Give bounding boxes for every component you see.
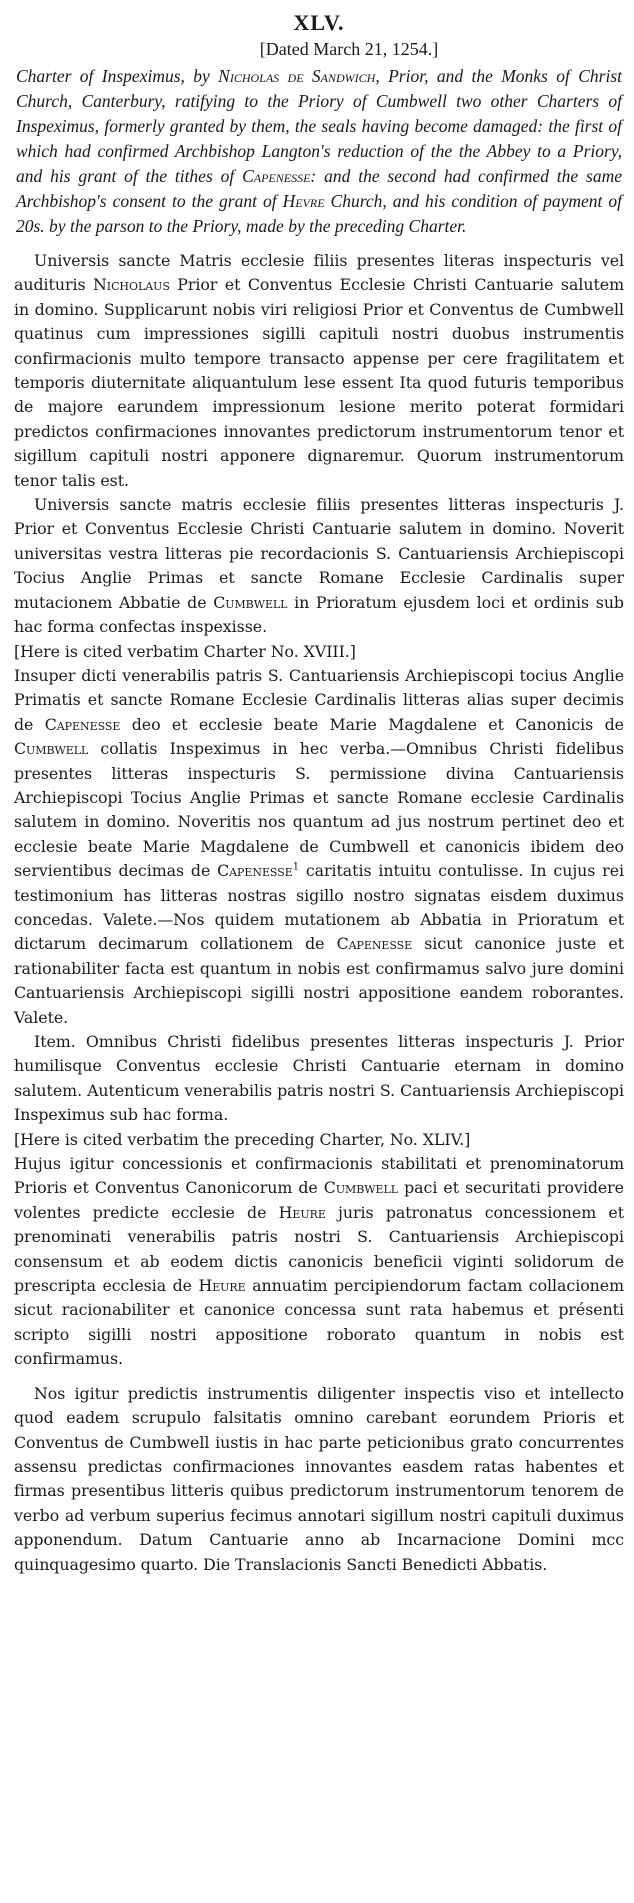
proper-name: Heure bbox=[278, 1202, 326, 1222]
cited-charter-note bbox=[14, 1128, 624, 1152]
text-run: Universis sancte matris ecclesie filiis presentes litteras inspecturis J. Prior et Conventus Ecclesie Christi Cantuarie salutem in domino. Noverit universitas vestra litteras pie recordacionis S. Cantuariensis Archiepiscopi Tocius Anglie Primas et sancte Romane Ecclesie Cardinalis super mutacionem Abbatie de bbox=[14, 495, 624, 612]
proper-name: Heure bbox=[198, 1276, 246, 1296]
body-paragraph bbox=[14, 664, 624, 1030]
body-paragraph bbox=[14, 493, 624, 639]
charter-body bbox=[14, 249, 624, 1577]
text-run: paci et securitati providere volentes predicte ecclesie de bbox=[14, 1178, 624, 1222]
cited-charter-note bbox=[14, 640, 624, 664]
text-run: Prior et Conventus Ecclesie Christi Cantuarie salutem in domino. Supplicarunt nobis viri religiosi Prior et Conventus de Cumbwell quatinus cum impressiones sigilli capituli nostri duobus instrumentis confirmacionis multo tempore transacto appense per cere fragilitatem et temporis diuternitate aliquantulum lese essent Ita quod futuris temporibus de majore earundem impressionum lesione merito poterat formidari predictos confirmaciones innovantes predictorum instrumentorum tenor et sigillum capituli nostri apponere dignaremur. Quorum instrumentorum tenor talis est. bbox=[14, 275, 624, 490]
text-run: deo et ecclesie beate Marie Magdalene et Canonicis de bbox=[120, 714, 624, 734]
text-run: sicut canonice juste et rationabiliter facta est quantum in nobis est confirmamus salvo jure domini Cantuariensis Archiepiscopi sigilli nostri appositione eandem roborantes. Valete. bbox=[14, 934, 624, 1027]
text-run: collatis Inspeximus in hec verba.—Omnibus Christi fidelibus presentes litteras inspecturis S. permissione divina Cantuariensis Archiepiscopi Tocius Anglie Primas et sancte Romane ecclesie Cardinalis salutem in domino. Noveritis nos quantum ad jus nostrum pertinet deo et ecclesie beate Marie Magdalene de Cumbwell et canonicis ibidem deo servientibus decimas de bbox=[14, 739, 624, 881]
proper-name: Cumbwell bbox=[323, 1178, 399, 1198]
proper-name: Capenesse bbox=[44, 714, 121, 734]
text-run: Hujus igitur concessionis et confirmacionis stabilitati et prenominatorum Prioris et Conventus Canonicorum de bbox=[14, 1154, 624, 1198]
charter-date: [Dated March 21, 1254.] bbox=[259, 39, 439, 59]
proper-name: Cumbwell bbox=[213, 592, 288, 612]
proper-name: Cumbwell bbox=[14, 739, 89, 759]
text-run: Charter of Inspeximus, by bbox=[16, 66, 219, 86]
text-run: , Prior, and the Monks of Christ Church, Canterbury, ratifying to the Priory of Cumbwell two other Charters of Inspeximus, formerly granted by them, the seals having become damaged: the first of which had confirmed Archbishop Langton's reduction of the the Abbey to a Priory, and his grant of the tithes of bbox=[16, 66, 622, 186]
text-run: Insuper dicti venerabilis patris S. Cantuariensis Archiepiscopi tocius Anglie Primatis et sancte Romane Ecclesie Cardinalis litteras alias super decimis de bbox=[14, 665, 624, 734]
body-paragraph bbox=[14, 1152, 624, 1372]
text-run: Item. Omnibus Christi fidelibus presentes litteras inspecturis J. Prior humilisque Conventus ecclesie Christi Cantuarie eternam in domino salutem. Autenticum venerabilis patris nostri S. Cantuariensis Archiepiscopi Inspeximus sub hac forma. bbox=[14, 1032, 624, 1125]
text-run: caritatis intuitu contulisse. In cujus rei testimonium has litteras nostras sigillo nostro signatas eisdem duximus concedas. Valete.—Nos quidem mutationem ab Abbatia in Prioratum et dictarum decimarum collationem de bbox=[14, 861, 624, 954]
text-run: annuatim percipiendorum factam collacionem sicut racionabiliter et canonice concessa sunt rata habemus et présenti scripto sigilli nostri appositione roborato quantum in nobis est confirmamus. bbox=[14, 1276, 625, 1369]
proper-name: Hevre bbox=[282, 191, 325, 211]
proper-name: Nicholaus bbox=[93, 275, 170, 295]
text-run: Church, and his condition of payment of 20s. by the parson to the Priory, made by the preceding Charter. bbox=[16, 191, 623, 236]
text-run: : and the second had confirmed the same Archbishop's consent to the grant of bbox=[16, 166, 622, 211]
text-run: [Here is cited verbatim Charter No. XVIII.] bbox=[14, 641, 356, 661]
footnote-marker: 1 bbox=[292, 861, 299, 873]
proper-name: Capenesse bbox=[336, 934, 413, 954]
body-paragraph bbox=[14, 1382, 624, 1577]
text-run: [Here is cited verbatim the preceding Charter, No. XLIV.] bbox=[14, 1129, 471, 1149]
proper-name: Nicholas de Sandwich bbox=[218, 66, 376, 86]
text-run: in Prioratum ejusdem loci et ordinis sub hac forma confectas inspexisse. bbox=[14, 592, 624, 637]
body-paragraph bbox=[14, 1030, 624, 1128]
body-paragraph bbox=[14, 249, 624, 493]
text-run: juris patronatus concessionem et prenominati venerabilis patris nostri S. Cantuariensis Archiepiscopi consensum et ab eodem dictis canonicis beneficii viginti solidorum de prescripta ecclesia de bbox=[14, 1202, 624, 1296]
proper-name: Capenesse bbox=[217, 861, 293, 881]
text-run: Universis sancte Matris ecclesie filiis presentes literas inspecturis vel audituris bbox=[14, 251, 624, 295]
charter-summary bbox=[16, 64, 622, 239]
text-run: Nos igitur predictis instrumentis diligenter inspectis viso et intellecto quod eadem scrupulo falsitatis omnino carebant eorundem Prioris et Conventus de Cumbwell iustis in hac parte peticionibus grato concurrentes assensu predictas confirmaciones innovantes easdem ratas habentes et firmas presentibus litteris quibus predictorum instrumentorum tenorem de verbo ad verbum superius fecimus annotari sigillum nostri capituli duximus apponendum. Datum Cantuarie anno ab Incarnacione Domini mcc quinquagesimo quarto. Die Translacionis Sancti Benedicti Abbatis. bbox=[14, 1383, 624, 1574]
proper-name: Capenesse bbox=[242, 166, 311, 186]
charter-number: XLV. bbox=[293, 10, 345, 35]
